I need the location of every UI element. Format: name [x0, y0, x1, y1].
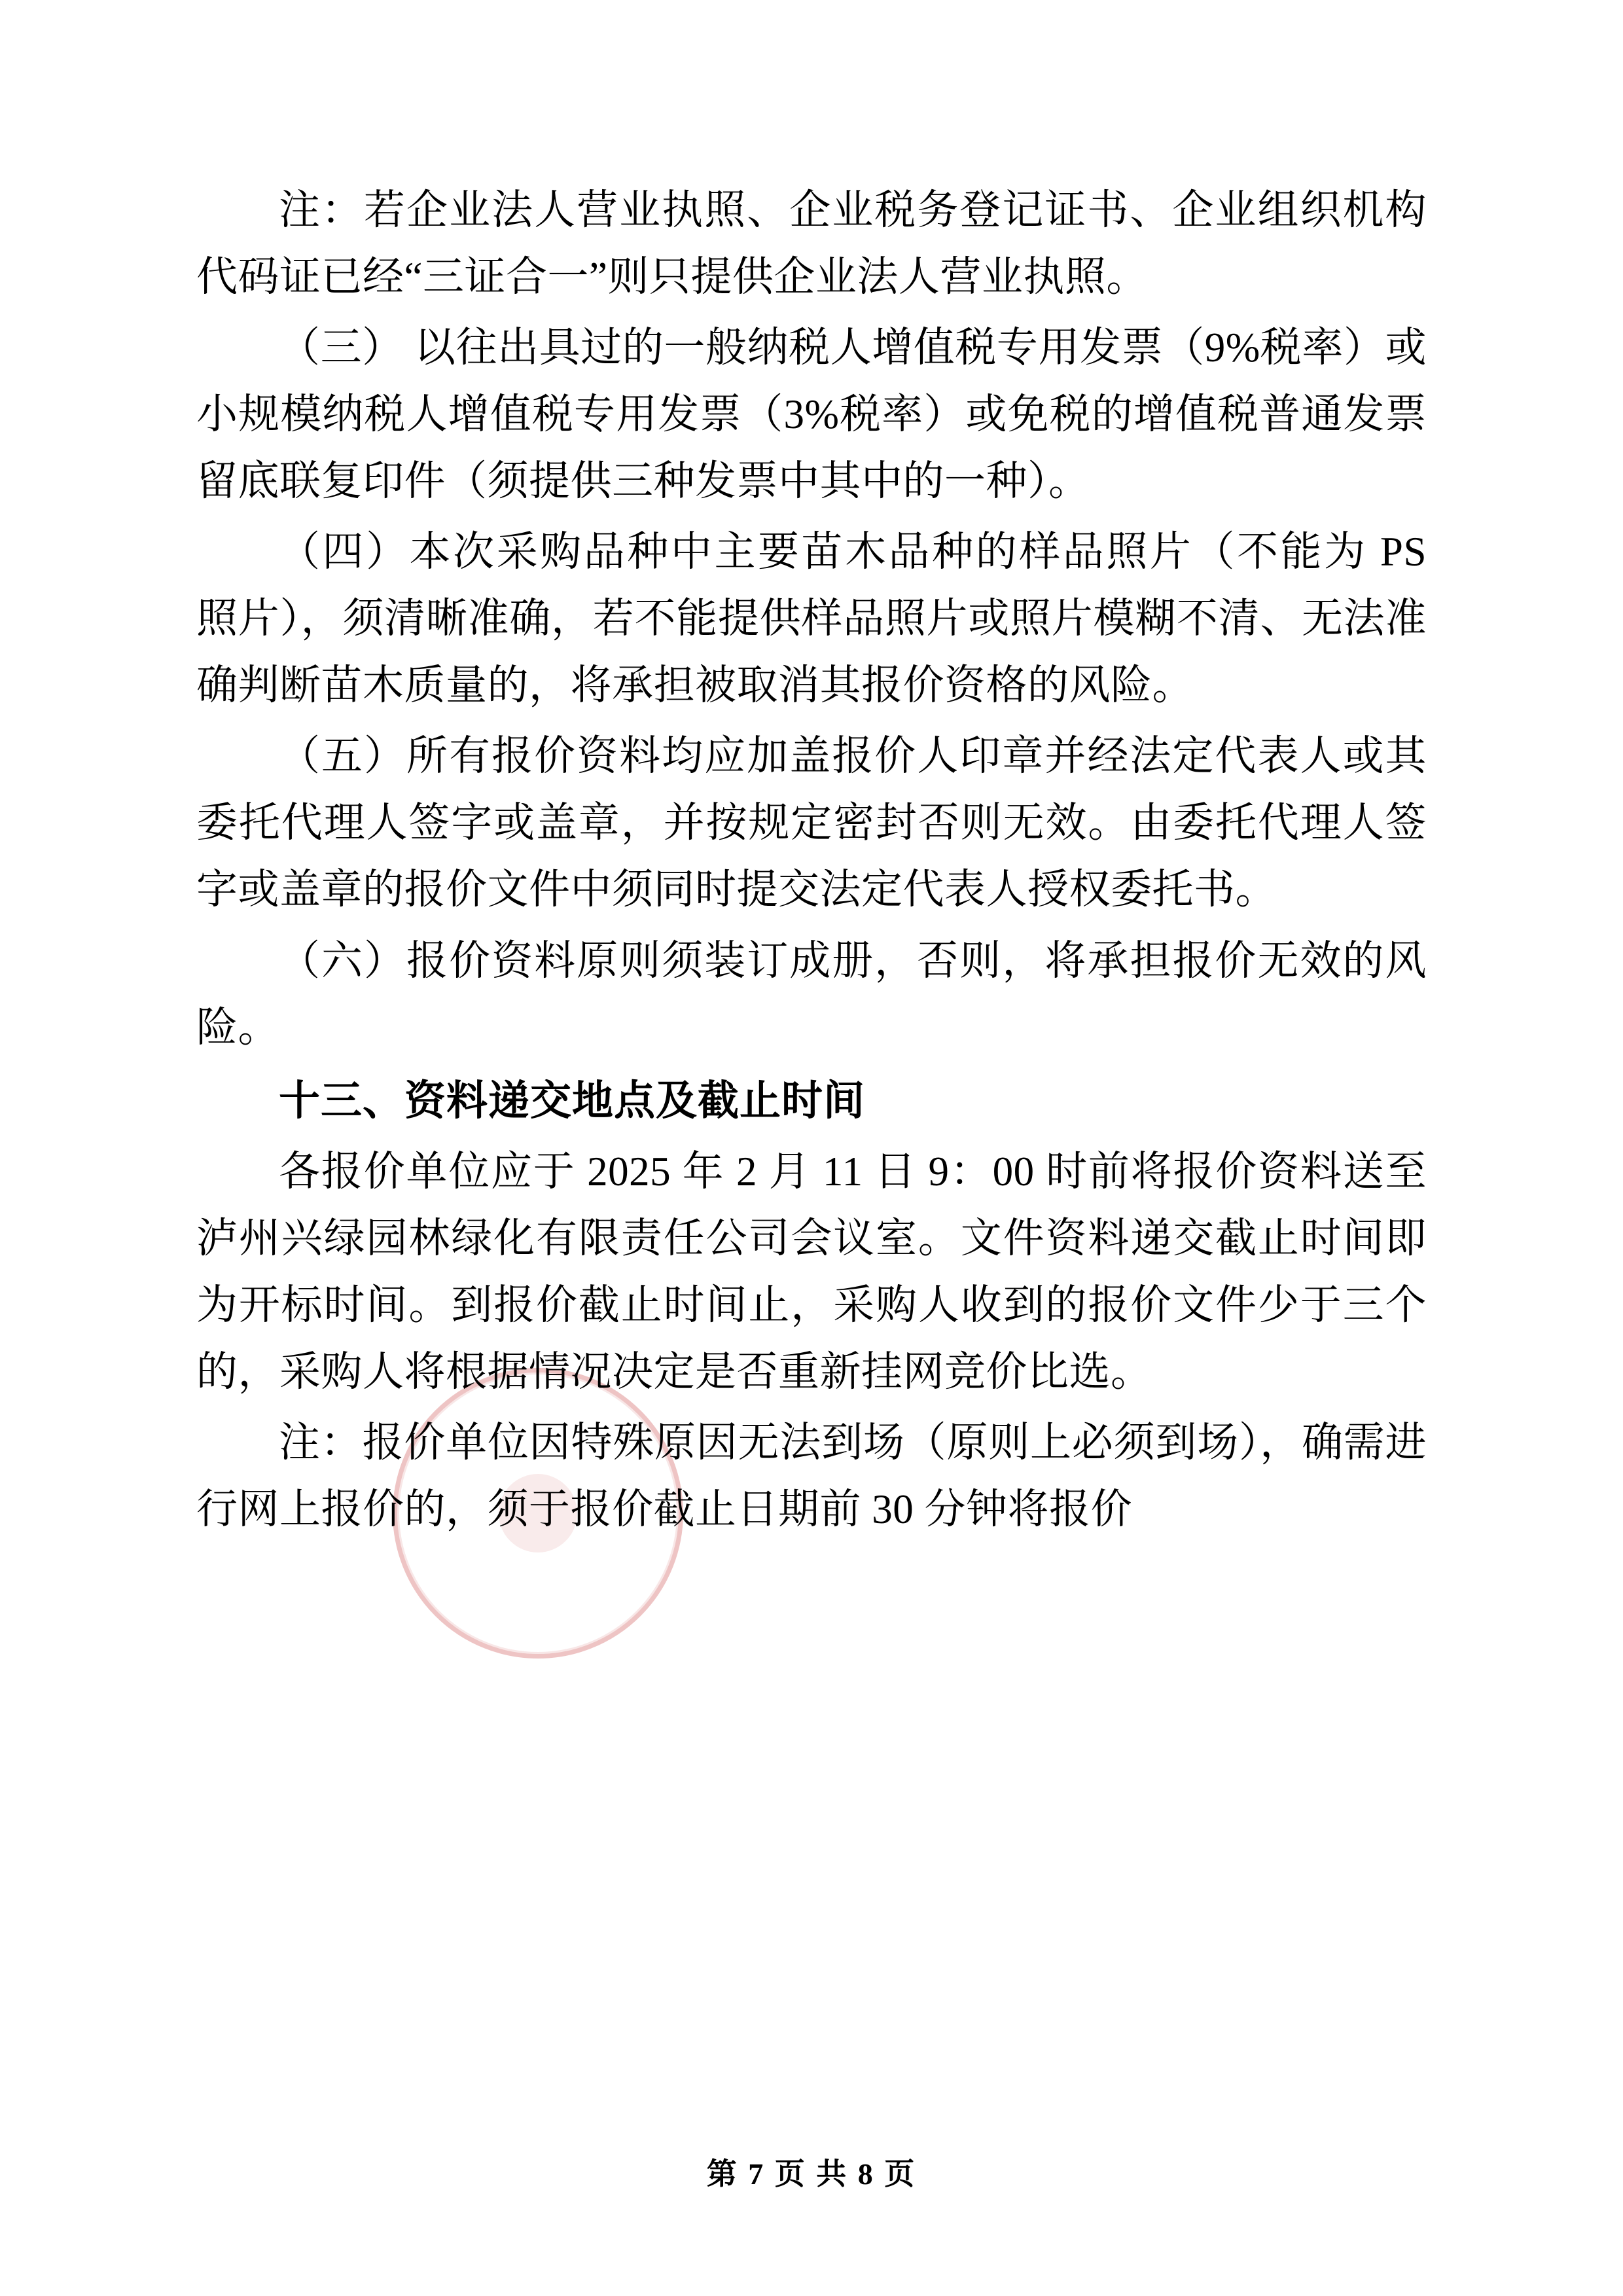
- paragraph-item-four: （四）本次采购品种中主要苗木品种的样品照片（不能为 PS 照片），须清晰准确，若不能提供样品照片或照片模糊不清、无法准确判断苗木质量的，将承担被取消其报价资格的风险。: [196, 529, 1427, 709]
- paragraph-item-six: （六）报价资料原则须装订成册，否则，将承担报价无效的风险。: [196, 937, 1427, 1050]
- paragraph-note-licenses: 注：若企业法人营业执照、企业税务登记证书、企业组织机构代码证已经“三证合一”则只提供企业法人营业执照。: [196, 187, 1427, 300]
- paragraph-item-three: （三） 以往出具过的一般纳税人增值税专用发票（9%税率）或小规模纳税人增值税专用发票（3%税率）或免税的增值税普通发票留底联复印件（须提供三种发票中其中的一种）。: [196, 325, 1427, 505]
- paragraph-submission-body: 各报价单位应于 2025 年 2 月 11 日 9：00 时前将报价资料送至泸州兴绿园林绿化有限责任公司会议室。文件资料递交截止时间即为开标时间。到报价截止时间止，采购人收到的报价文件少于三个的，采购人将根据情况决定是否重新挂网竞价比选。: [196, 1148, 1427, 1395]
- page-footer: 第 7 页 共 8 页: [706, 2157, 917, 2191]
- document-body: [196, 177, 1427, 1547]
- paragraph-submission-note: 注：报价单位因特殊原因无法到场（原则上必须到场），确需进行网上报价的，须于报价截止日期前 30 分钟将报价: [196, 1419, 1427, 1532]
- section-heading-thirteen: 十三、资料递交地点及截止时间: [279, 1076, 865, 1124]
- paragraph-item-five: （五）所有报价资料均应加盖报价人印章并经法定代表人或其委托代理人签字或盖章，并按规定密封否则无效。由委托代理人签字或盖章的报价文件中须同时提交法定代表人授权委托书。: [196, 733, 1427, 913]
